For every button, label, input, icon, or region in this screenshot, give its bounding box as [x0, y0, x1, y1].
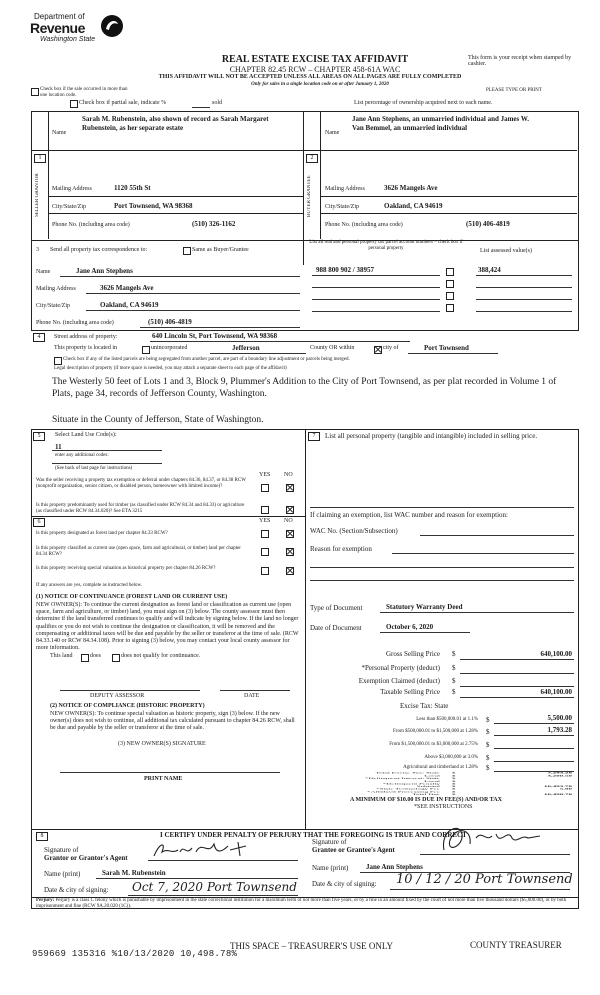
buyer-name-line2: Van Bemmel, an unmarried individual: [352, 124, 468, 132]
tax-bracket-line: [494, 761, 574, 762]
dollar-sign: $: [452, 774, 456, 777]
section-6-number: 6: [33, 518, 45, 527]
dollar-sign: $: [486, 728, 490, 736]
s6-q2: Is this property classified as current use (open space, farm and agricultural, or timber) land per chapter 84.34 RCW?: [36, 546, 241, 557]
seller-phone-label: Phone No. (including area code): [52, 222, 130, 228]
s6-q1-yes[interactable]: [261, 530, 269, 538]
logo-swirl-icon: [100, 14, 124, 38]
segregated-label: Check box if any of the listed parcels are being segregated from another parcel, are part of a boundary line adjustment or parcels being merged.: [63, 357, 350, 362]
located-label: This property is located in: [54, 345, 117, 351]
dollar-sign: $: [452, 772, 456, 775]
perjury-label: Perjury:: [36, 898, 55, 903]
partial-sold-label: sold: [212, 100, 223, 106]
doc-type: Statutory Warranty Deed: [386, 603, 463, 611]
dollar-sign: $: [452, 782, 456, 785]
grantor-signature-icon: [150, 838, 270, 862]
dollar-sign: $: [486, 716, 490, 724]
dor-logo: [30, 12, 125, 46]
grantor-name-label: Name (print): [44, 870, 81, 878]
tax-row-label: Gross Selling Price: [385, 650, 440, 658]
grantor-name: Sarah M. Rubenstein: [102, 869, 166, 877]
seller-city-label: City/State/Zip: [52, 204, 86, 210]
tax-total-label: *State Technology Fee: [376, 787, 440, 791]
section-5-number: 5: [33, 432, 45, 441]
grantor-date-label: Date & city of signing:: [44, 886, 109, 894]
property-city: Port Townsend: [424, 344, 469, 352]
tax-row-label: Exemption Claimed (deduct): [358, 677, 440, 685]
pct-note: List percentage of ownership acquired next to each name.: [354, 100, 493, 106]
section-3-lower: [31, 265, 579, 331]
notice1-text: NEW OWNER(S): To continue the current designation as forest land or classification as current use (open space, farm and agriculture, or timber) land, you must sign on (3) below. The county assessor must then determine if the land transferred continues to qualify and will indicate by signing below. If the land no longer qualifies or you do not wish to continue the designation or classification, it will be removed and the compensating or additional taxes will be due and payable by the seller or transferor at the time of sale. (RCW 84.33.140 or RCW 84.34.108). Prior to signing (3) below, you may contact your local county assessor for more information.: [36, 602, 299, 652]
parcel-number: 988 800 902 / 38957: [316, 266, 374, 274]
wac-label: WAC No. (Section/Subsection): [310, 527, 398, 535]
additional-codes-label: enter any additional codes:: [55, 453, 109, 458]
dollar-sign: $: [452, 650, 456, 658]
county-treasurer-label: COUNTY TREASURER: [470, 940, 562, 950]
legal-description: The Westerly 50 feet of Lots 1 and 3, Block 9, Plummer's Addition to the City of Port Townsend, as per plat recorded in Volume 1 of Plats, page 34, records of Jefferson County, Washington.: [52, 377, 557, 399]
s6-q1: Is this property designated as forest land per chapter 84.33 RCW?: [36, 531, 168, 536]
tax-bracket-label: Less than $500,000.01 at 1.1%: [416, 717, 478, 722]
within-city-checkbox[interactable]: [374, 346, 382, 354]
corr-phone-label: Phone No. (including area code): [36, 320, 114, 326]
dollar-sign: $: [452, 793, 456, 796]
dollar-sign: $: [452, 779, 456, 783]
grantor-date-city[interactable]: Oct 7, 2020 Port Townsend: [132, 880, 297, 894]
grantee-name: Jane Ann Stephens: [366, 863, 423, 871]
tax-bracket-value[interactable]: 5,500.00: [547, 714, 572, 722]
deputy-date-label: DATE: [244, 693, 260, 699]
corr-phone: (510) 406-4819: [148, 318, 192, 326]
tax-bracket-line: [494, 748, 574, 749]
form-warning: THIS AFFIDAVIT WILL NOT BE ACCEPTED UNLESS ALL AREAS ON ALL PAGES ARE FULLY COMPLETED: [158, 74, 462, 80]
tax-total-value[interactable]: 3,200.50: [547, 774, 572, 777]
dollar-sign: $: [452, 777, 456, 780]
tax-bracket-value[interactable]: 1,793.28: [547, 726, 572, 734]
dollar-sign: $: [486, 764, 490, 772]
tax-total-label: Subtotal: [416, 785, 440, 788]
s5-no-label: NO: [284, 472, 293, 478]
corr-label: Send all property tax correspondence to:: [50, 247, 148, 253]
same-as-buyer-label: Same as Buyer/Grantee: [192, 247, 249, 253]
notice1-title: (1) NOTICE OF CONTINUANCE (FOREST LAND OR CURRENT USE): [36, 594, 228, 600]
corr-city-label: City/State/Zip: [36, 303, 70, 309]
s5-q2: Is this property predominantly used for timber (as classified under RCW 84.34 and 84.33) or agriculture (as classified under RCW 84.34.020)? See ETA 3215: [36, 503, 245, 514]
doc-date: October 6, 2020: [386, 623, 434, 631]
land-does-label: does: [90, 653, 101, 659]
county-or-label: County OR within: [310, 345, 355, 351]
s6-q1-no[interactable]: [286, 530, 294, 538]
dollar-sign: $: [452, 787, 456, 791]
tax-total-label: Local: [424, 779, 440, 783]
corr-addr: 3626 Mangels Ave: [100, 284, 154, 292]
tax-total-label: *Delinquent Penalty: [382, 782, 440, 785]
exemption-claim-label: If claiming an exemption, list WAC number and reason for exemption:: [310, 511, 508, 519]
tax-row-line: [460, 659, 574, 660]
land-does-not-label: does not qualify for continuance.: [121, 653, 201, 659]
buyer-phone: (510) 406-4819: [466, 220, 510, 228]
buyer-addr-label: Mailing Address: [325, 186, 365, 192]
land-does-checkbox[interactable]: [81, 654, 89, 662]
seller-addr-label: Mailing Address: [52, 186, 92, 192]
doc-type-label: Type of Document: [310, 604, 363, 612]
seller-name-line2: Rubenstein, as her separate estate: [82, 124, 184, 132]
treasurer-use-label: THIS SPACE – TREASURER'S USE ONLY: [230, 941, 394, 951]
tax-total-value[interactable]: 10,498.78: [544, 793, 572, 796]
unincorporated-checkbox[interactable]: [142, 346, 150, 354]
deputy-assessor-label: DEPUTY ASSESSOR: [90, 693, 145, 699]
dollar-sign: $: [486, 741, 490, 749]
only-for-note: Only for sales in a single location code on or after January 1, 2020: [251, 82, 389, 87]
logo-text-2: Revenue: [30, 20, 85, 36]
multi-location-checkbox[interactable]: [31, 88, 39, 96]
buyer-city-label: City/State/Zip: [325, 204, 359, 210]
logo-text-3: Washington State: [40, 36, 96, 43]
buyer-side-label: BUYER GRANTEE: [307, 175, 312, 217]
s6-q2-yes[interactable]: [261, 548, 269, 556]
assessed-value: 388,424: [478, 266, 501, 274]
section-1-number: 1: [34, 154, 46, 163]
city-of-label: city of: [383, 345, 399, 351]
tax-bracket-label: From $1,500,000.01 to $3,000,000 at 2.75%: [389, 742, 478, 747]
this-land-label: This land: [50, 653, 73, 659]
perjury-text: Perjury is a class C felony which is punishable by imprisonment in the state correctional institution for a maximum term of not more than five years, or by a fine in an amount fixed by the court of not more than five thousand dollars ($5,000.00), or by both imprisonment and fine (RCW 9A.20.020 (1C)).: [36, 898, 567, 909]
seller-phone: (510) 326-1162: [192, 220, 236, 228]
personal-property-label: List all personal property (tangible and intangible) included in selling price.: [325, 432, 538, 440]
dollar-sign: $: [486, 754, 490, 762]
tax-total-value[interactable]: 10,493.78: [544, 785, 572, 788]
grantee-sig-l1: Signature of: [312, 838, 347, 846]
treasurer-stamp: 959669 135316 %10/13/2020 10,498.78%: [32, 949, 238, 959]
certify-text: I CERTIFY UNDER PENALTY OF PERJURY THAT THE FOREGOING IS TRUE AND CORRECT: [160, 831, 467, 839]
dollar-sign: $: [452, 664, 456, 672]
same-as-buyer-checkbox[interactable]: [183, 247, 191, 255]
tax-row-line: [460, 686, 574, 687]
dollar-sign: $: [452, 790, 456, 793]
tax-total-label: *Delinquent Interest: State: [364, 777, 440, 780]
unincorporated-label: unincorporated: [151, 345, 188, 351]
grantee-date-city[interactable]: 10 / 12 / 20 Port Townsend: [396, 872, 573, 887]
tax-row-value[interactable]: 640,100.00: [540, 650, 572, 658]
s5-q2-yes[interactable]: [261, 506, 269, 514]
section-2-number: 2: [306, 154, 318, 163]
see-instructions: *SEE INSTRUCTIONS: [414, 804, 473, 810]
corr-city: Oakland, CA 94619: [100, 301, 159, 309]
s5-yes-label: YES: [259, 472, 271, 478]
see-back-note: (See back of last page for instructions): [55, 466, 133, 471]
s5-q1-no[interactable]: [286, 484, 294, 492]
s6-if-yes: If any answers are yes, complete as instructed below.: [36, 583, 143, 588]
s6-yes-label: YES: [259, 518, 271, 524]
s5-q1: Was the seller receiving a property tax exemption or deferral under chapters 84.36, 84.37, or 84.38 RCW (nonprofit organization, senior citizen, or disabled person, homeowner with limited income)?: [36, 478, 246, 489]
street-address: 640 Lincoln St, Port Townsend, WA 98368: [152, 332, 278, 340]
reason-label: Reason for exemption: [310, 545, 372, 553]
tax-row-value[interactable]: 640,100.00: [540, 688, 572, 696]
grantee-sig-l2: Grantee or Grantee's Agent: [312, 846, 395, 854]
buyer-addr: 3626 Mangels Ave: [384, 184, 438, 192]
tax-bracket-line: [494, 723, 574, 724]
street-label: Street address of property:: [54, 334, 118, 340]
segregated-checkbox[interactable]: [54, 357, 62, 365]
buyer-name-line1: Jane Ann Stephens, an unmarried individual and James W.: [352, 115, 529, 123]
land-use-label: Select Land Use Code(s):: [55, 432, 117, 438]
please-type: PLEASE TYPE OR PRINT: [486, 88, 542, 93]
land-use-code: 11: [55, 443, 62, 451]
tax-total-label: *Affidavit Processing Fee: [367, 790, 440, 793]
s5-q1-yes[interactable]: [261, 484, 269, 492]
buyer-city: Oakland, CA 94619: [384, 202, 443, 210]
parcel-header: List all real and personal property tax parcel account numbers – check box if personal property: [309, 240, 463, 251]
tax-row-line: [460, 673, 574, 674]
grantor-sig-l2: Grantor or Grantor's Agent: [44, 854, 128, 862]
situate-text: Situate in the County of Jefferson, State of Washington.: [52, 415, 264, 425]
excise-state-label: Excise Tax: State: [400, 702, 449, 710]
minimum-note: A MINIMUM OF $10.00 IS DUE IN FEE(S) AND/OR TAX: [350, 797, 502, 803]
s6-q3-no[interactable]: [286, 567, 294, 575]
tax-total-value[interactable]: 7,293.28: [547, 772, 572, 775]
tax-row-line: [460, 697, 574, 698]
seller-name-line1: Sarah M. Rubenstein, also shown of record as Sarah Margaret: [82, 115, 269, 123]
tax-total-label: Total Excise Tax: State: [375, 772, 440, 775]
legal-label: Legal description of property (if more space is needed, you may attach a separate sheet to each page of the affidavit): [54, 366, 287, 371]
s6-q2-no[interactable]: [286, 548, 294, 556]
corr-name: Jane Ann Stephens: [76, 267, 133, 275]
dollar-sign: $: [452, 785, 456, 788]
s6-q3-yes[interactable]: [261, 567, 269, 575]
property-county: Jefferson: [232, 344, 260, 352]
corr-addr-label: Mailing Address: [36, 286, 76, 292]
section-7-number: 7: [308, 432, 320, 441]
new-owner-sig-label: (3) NEW OWNER(S) SIGNATURE: [118, 741, 206, 747]
tax-bracket-line: [494, 735, 574, 736]
perjury-note: [36, 898, 572, 910]
partial-pct-field[interactable]: [192, 107, 210, 108]
seller-side-label: SELLER GRANTOR: [35, 173, 40, 217]
partial-sale-checkbox[interactable]: [70, 100, 78, 108]
partial-sale-label: Check box if partial sale, indicate %: [79, 100, 167, 106]
notice2-title: (2) NOTICE OF COMPLIANCE (HISTORIC PROPERTY): [50, 703, 205, 709]
section-3-number: 3: [36, 247, 39, 253]
receipt-note: This form is your receipt when stamped by cashier.: [468, 55, 572, 67]
multi-location-label: Check box if the sale occurred in more than one location code.: [40, 87, 128, 98]
s6-no-label: NO: [284, 518, 293, 524]
dollar-sign: $: [452, 677, 456, 685]
form-chapter: CHAPTER 82.45 RCW – CHAPTER 458-61A WAC: [229, 65, 401, 74]
grantor-sig-l1: Signature of: [44, 846, 79, 854]
tax-bracket-label: Above $3,000,000 at 3.0%: [424, 755, 478, 760]
grantee-name-label: Name (print): [312, 864, 349, 872]
buyer-name-label: Name: [325, 130, 340, 136]
grantee-signature-icon: [436, 820, 546, 860]
tax-total-value[interactable]: 5.00: [559, 787, 572, 791]
dollar-sign: $: [452, 688, 456, 696]
seller-addr: 1120 55th St: [114, 184, 151, 192]
seller-name-label: Name: [52, 130, 67, 136]
section-8-number: 8: [36, 832, 48, 841]
seller-city: Port Townsend, WA 98368: [114, 202, 193, 210]
print-name-label: PRINT NAME: [144, 776, 183, 782]
land-does-not-checkbox[interactable]: [112, 654, 120, 662]
tax-row-label: Taxable Selling Price: [380, 688, 440, 696]
s5-q2-no[interactable]: [286, 506, 294, 514]
notice2-text: NEW OWNER(S): To continue special valuation as historic property, sign (3) below. If the new owner(s) does not wish to continue, all additional tax calculated pursuant to chapter 84.26 RCW, shall be due and payable by the seller or transferor at the time of sale.: [50, 711, 295, 732]
tax-total-label: Total Due: [412, 793, 440, 796]
logo-text-1: Department of: [34, 12, 85, 21]
form-title: REAL ESTATE EXCISE TAX AFFIDAVIT: [221, 54, 409, 65]
doc-date-label: Date of Document: [310, 624, 362, 632]
tax-bracket-label: From $500,000.01 to $1,500,000 at 1.28%: [393, 729, 478, 734]
buyer-phone-label: Phone No. (including area code): [325, 222, 403, 228]
grantee-date-label: Date & city of signing:: [312, 880, 377, 888]
assessed-header: List assessed value(s): [480, 248, 532, 254]
tax-total-label: Local: [424, 774, 440, 777]
section-4-number: 4: [33, 333, 45, 342]
corr-name-label: Name: [36, 269, 51, 275]
tax-totals-block: [330, 772, 574, 796]
s6-q3: Is this property receiving special valuation as historical property per chapter 84.26 RCW?: [36, 566, 216, 571]
tax-row-label: *Personal Property (deduct): [361, 664, 440, 672]
tax-bracket-label: Agricultural and timberland at 1.28%: [403, 765, 478, 770]
